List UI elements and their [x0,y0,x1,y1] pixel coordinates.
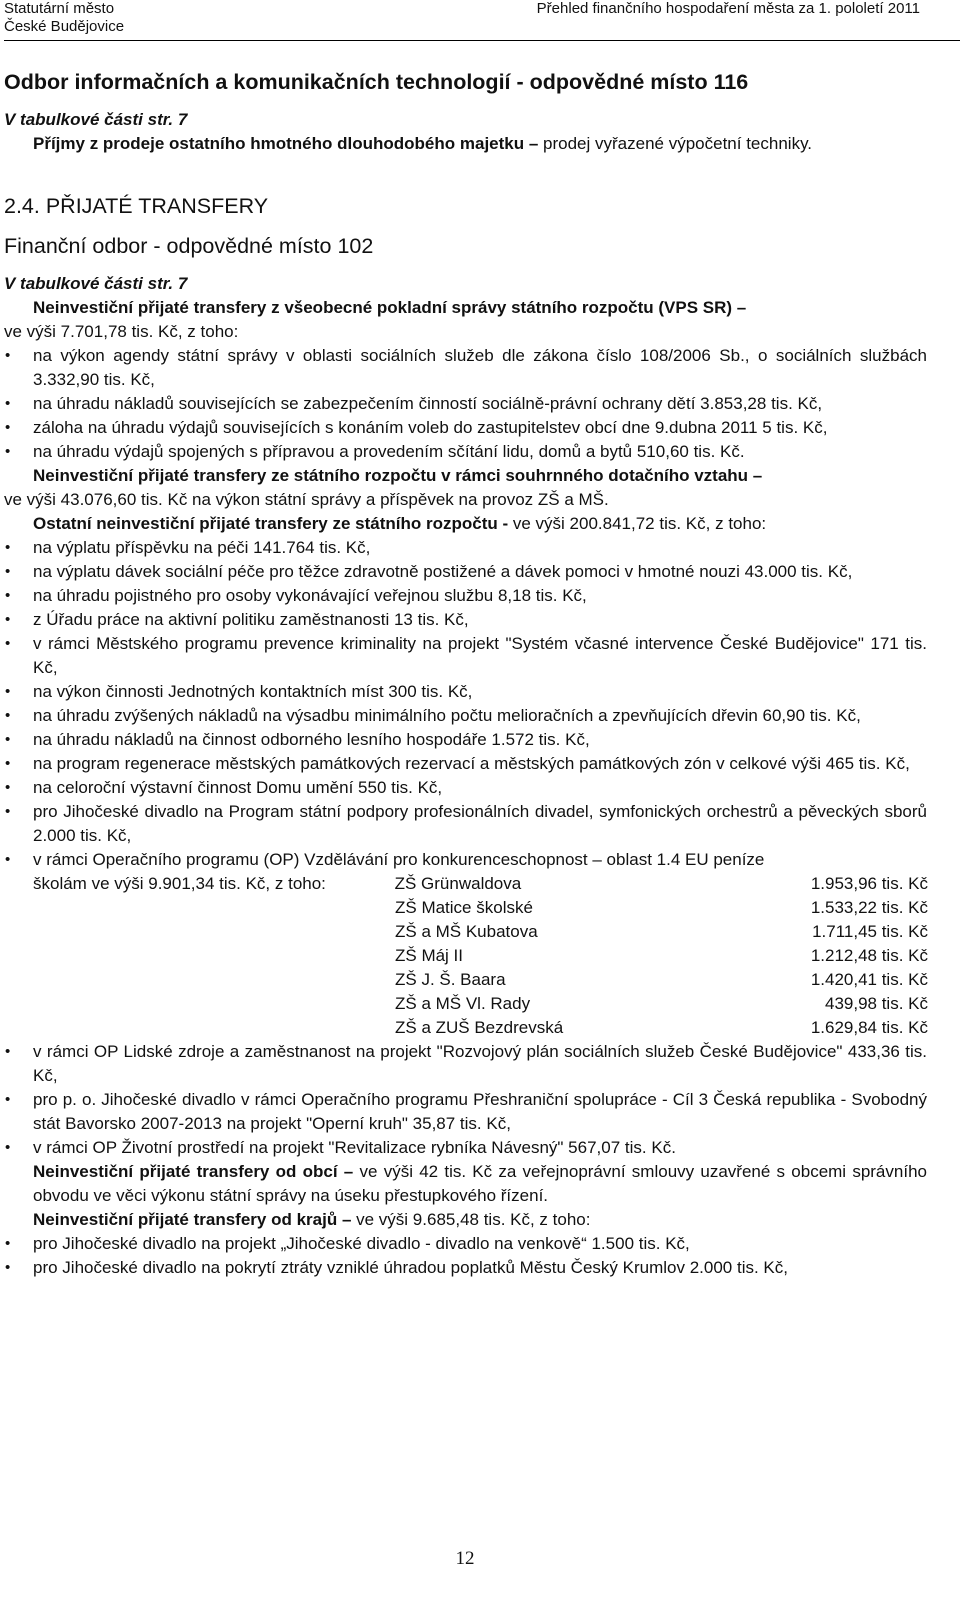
school-name: ZŠ a MŠ Kubatova [395,922,538,941]
header-divider [4,40,960,41]
table-row [33,968,928,992]
list-item: • v rámci OP Životní prostředí na projekt "Revitalizace rybníka Návesný" 567,07 tis. Kč. [4,1136,927,1160]
school-value: 1.953,96 tis. Kč [810,874,928,893]
table-reference-2: V tabulkové části str. 7 [4,274,188,293]
asset-sales-label: Příjmy z prodeje ostatního hmotného dlouhodobého majetku – [33,134,539,153]
paragraph-souhrn [4,464,927,488]
paragraph-obce [4,1160,927,1208]
kraje-list [4,1232,927,1280]
header-report-title: Přehled finančního hospodaření města za 1. pololetí 2011 [536,0,920,17]
kraje-label: Neinvestiční přijaté transfery od krajů – [33,1210,352,1229]
list-item: • na výkon činnosti Jednotných kontaktních míst 300 tis. Kč, [4,680,927,704]
list-item: • záloha na úhradu výdajů souvisejících s konáním voleb do zastupitelstev obcí dne 9.dubna 2011 5 tis. Kč, [4,416,927,440]
table-row [33,872,928,896]
list-item: • na úhradu nákladů souvisejících se zabezpečením činností sociálně-právní ochrany dětí 3.853,28 tis. Kč, [4,392,927,416]
school-name: ZŠ a ZUŠ Bezdrevská [395,1018,564,1037]
obce-text: ve výši 42 tis. Kč za veřejnoprávní smlouvy uzavřené s obcemi správního obvodu ve věci výkonu státní správy na úseku přestupkového řízení. [33,1162,927,1205]
list-item: • pro Jihočeské divadlo na pokrytí ztráty vzniklé úhradou poplatků Městu Český Krumlov 2.000 tis. Kč, [4,1256,927,1280]
school-value: 1.212,48 tis. Kč [810,946,928,965]
paragraph-ostatni [4,512,927,536]
section-title-it-dept: Odbor informačních a komunikačních technologií - odpovědné místo 116 [4,70,749,94]
school-value: 439,98 tis. Kč [824,994,928,1013]
list-item: • na výkon agendy státní správy v oblasti sociálních služeb dle zákona číslo 108/2006 Sb., o sociálních službách 3.332,90 tis. Kč, [4,344,927,392]
header-city-line1: Statutární město [4,0,115,17]
vps-amount: ve výši 7.701,78 tis. Kč, z toho: [4,322,239,341]
list-item: • pro Jihočeské divadlo na Program státní podpory profesionálních divadel, symfonických orchestrů a pěveckých sborů 2.000 tis. Kč, [4,800,927,848]
table-row [33,992,928,1016]
ostatni-list [4,536,927,1160]
vps-label: Neinvestiční přijaté transfery z všeobecné pokladní správy státního rozpočtu (VPS SR) – [33,298,747,317]
school-name: ZŠ Matice školské [395,898,533,917]
list-item: • na program regenerace městských památkových rezervací a městských památkových zón v celkové výši 465 tis. Kč, [4,752,927,776]
list-item: • na výplatu příspěvku na péči 141.764 tis. Kč, [4,536,927,560]
header-city [4,0,124,36]
op-education-amount: školám ve výši 9.901,34 tis. Kč, z toho: [33,874,326,893]
vps-amount-line [4,320,927,344]
paragraph-vps [4,296,927,320]
school-name: ZŠ a MŠ Vl. Rady [395,994,531,1013]
schools-table [33,872,928,1040]
header-city-line2: České Budějovice [4,18,125,35]
obce-label: Neinvestiční přijaté transfery od obcí – [33,1162,354,1181]
list-item: • na úhradu pojistného pro osoby vykonávající veřejnou službu 8,18 tis. Kč, [4,584,927,608]
school-value: 1.629,84 tis. Kč [810,1018,928,1037]
school-value: 1.711,45 tis. Kč [812,922,928,941]
list-item: • na výplatu dávek sociální péče pro těžce zdravotně postižené a dávek pomoci v hmotné nouzi 43.000 tis. Kč, [4,560,927,584]
list-item: • z Úřadu práce na aktivní politiku zaměstnanosti 13 tis. Kč, [4,608,927,632]
list-item: • na celoroční výstavní činnost Domu umění 550 tis. Kč, [4,776,927,800]
school-name: ZŠ Máj II [395,946,464,965]
list-item: • v rámci OP Lidské zdroje a zaměstnanost na projekt "Rozvojový plán sociálních služeb České Budějovice" 433,36 tis. Kč, [4,1040,927,1088]
table-row [33,944,928,968]
list-item: • na úhradu zvýšených nákladů na výsadbu minimálního počtu melioračních a zpevňujících dřevin 60,90 tis. Kč, [4,704,927,728]
school-name: ZŠ J. Š. Baara [395,970,506,989]
op-education-text: • v rámci Operačního programu (OP) Vzdělávání pro konkurenceschopnost – oblast 1.4 EU peníze [33,850,765,869]
souhrn-amount-line [4,488,927,512]
souhrn-amount: ve výši 43.076,60 tis. Kč na výkon státní správy a příspěvek na provoz ZŠ a MŠ. [4,490,609,509]
list-item-op-education [4,848,927,1040]
table-reference: V tabulkové části str. 7 [4,110,188,129]
page-header [4,0,960,40]
vps-list [4,344,927,464]
document-body [4,68,927,1280]
table-row [33,920,928,944]
ostatni-label: Ostatní neinvestiční přijaté transfery ze státního rozpočtu - [33,514,509,533]
list-item: • na úhradu nákladů na činnost odborného lesního hospodáře 1.572 tis. Kč, [4,728,927,752]
table-row [33,1016,928,1040]
list-item: • pro p. o. Jihočeské divadlo v rámci Operačního programu Přeshraniční spolupráce - Cíl 3 Česká republika - Svobodný stát Bavorsko 2007-2013 na projekt "Operní kruh" 35,87 tis. Kč, [4,1088,927,1136]
ostatni-amount: ve výši 200.841,72 tis. Kč, z toho: [508,514,767,533]
chapter-heading: 2.4. PŘIJATÉ TRANSFERY [4,194,269,218]
finance-dept-heading: Finanční odbor - odpovědné místo 102 [4,234,374,258]
list-item: • na úhradu výdajů spojených s přípravou a provedením sčítání lidu, domů a bytů 510,60 tis. Kč. [4,440,927,464]
school-value: 1.420,41 tis. Kč [810,970,928,989]
paragraph-kraje [4,1208,927,1232]
asset-sales-text: prodej vyřazené výpočetní techniky. [538,134,813,153]
school-name: ZŠ Grünwaldova [394,874,522,893]
table-row [33,896,928,920]
school-value: 1.533,22 tis. Kč [810,898,928,917]
list-item: • v rámci Městského programu prevence kriminality na projekt "Systém včasné intervence České Budějovice" 171 tis. Kč, [4,632,927,680]
kraje-amount: ve výši 9.685,48 tis. Kč, z toho: [351,1210,591,1229]
souhrn-label: Neinvestiční přijaté transfery ze státního rozpočtu v rámci souhrnného dotačního vztahu – [33,466,763,485]
page-number: 12 [455,1548,475,1569]
list-item: • pro Jihočeské divadlo na projekt „Jihočeské divadlo - divadlo na venkově“ 1.500 tis. Kč, [4,1232,927,1256]
paragraph-asset-sales [4,132,927,156]
